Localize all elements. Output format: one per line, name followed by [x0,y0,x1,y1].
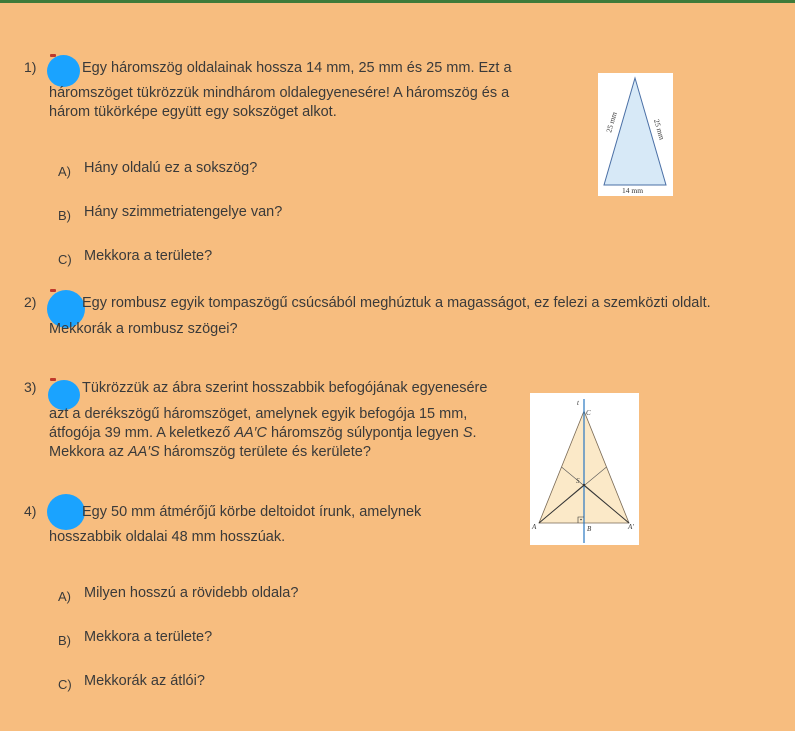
option-text: Hány szimmetriatengelye van? [84,204,283,220]
option-letter: C) [58,252,72,267]
option-letter: A) [58,589,71,604]
centroid-point [583,484,585,486]
right-angle-dot [580,519,582,521]
problem-text: Egy rombusz egyik tompaszögű csúcsából meghúztuk a magasságot, ez felezi a szemközti oldalt. [82,295,711,311]
option-letter: C) [58,677,72,692]
label-s: S [576,477,580,485]
centroid-figure [530,393,639,545]
option-letter: B) [58,633,71,648]
problem-number: 2) [24,294,37,310]
base-label: 14 mm [622,186,644,195]
problem-text: három tükörképe együtt egy sokszöget alkot. [49,104,337,120]
right-side-label: 25 mm [652,118,667,141]
problem-text: átfogója 39 mm. A keletkező AA′C háromszög súlypontja legyen S. [49,425,477,441]
problem-text: Mekkorák a rombusz szögei? [49,321,238,337]
problem-text: háromszöget tükrözzük mindhárom oldalegyenesére! A háromszög és a [49,85,510,101]
problem-text: Tükrözzük az ábra szerint hosszabbik befogójának egyenesére [82,380,488,396]
marker-icon [50,378,56,381]
problem-text: hosszabbik oldalai 48 mm hosszúak. [49,529,286,545]
option-letter: B) [58,208,71,223]
left-side-label: 25 mm [604,110,619,134]
marker-icon [50,289,56,292]
option-text: Mekkora a területe? [84,629,213,645]
top-accent-bar [0,0,795,3]
label-b: B [587,525,592,533]
label-c: C [586,409,591,417]
label-a: A [532,523,537,531]
centroid-diagram [530,393,639,545]
option-text: Mekkorák az átlói? [84,673,205,689]
triangle-figure [598,73,673,196]
problem-text: Egy háromszög oldalainak hossza 14 mm, 25 mm és 25 mm. Ezt a [82,60,512,76]
redaction-blob [47,494,85,530]
problem-text: Mekkora az AA′S háromszög területe és kerülete? [49,444,371,460]
label-a-prime: A′ [628,523,634,531]
problem-text: Egy 50 mm átmérőjű körbe deltoidot írunk, amelynek [82,504,422,520]
option-letter: A) [58,164,71,179]
label-t: t [577,399,579,407]
triangle-diagram [598,73,673,196]
problem-number: 3) [24,379,37,395]
problem-number: 4) [24,503,37,519]
problem-text: azt a derékszögű háromszöget, amelynek egyik befogója 15 mm, [49,406,468,422]
problem-number: 1) [24,59,37,75]
option-text: Mekkora a területe? [84,248,213,264]
option-text: Milyen hosszú a rövidebb oldala? [84,585,299,601]
option-text: Hány oldalú ez a sokszög? [84,160,258,176]
